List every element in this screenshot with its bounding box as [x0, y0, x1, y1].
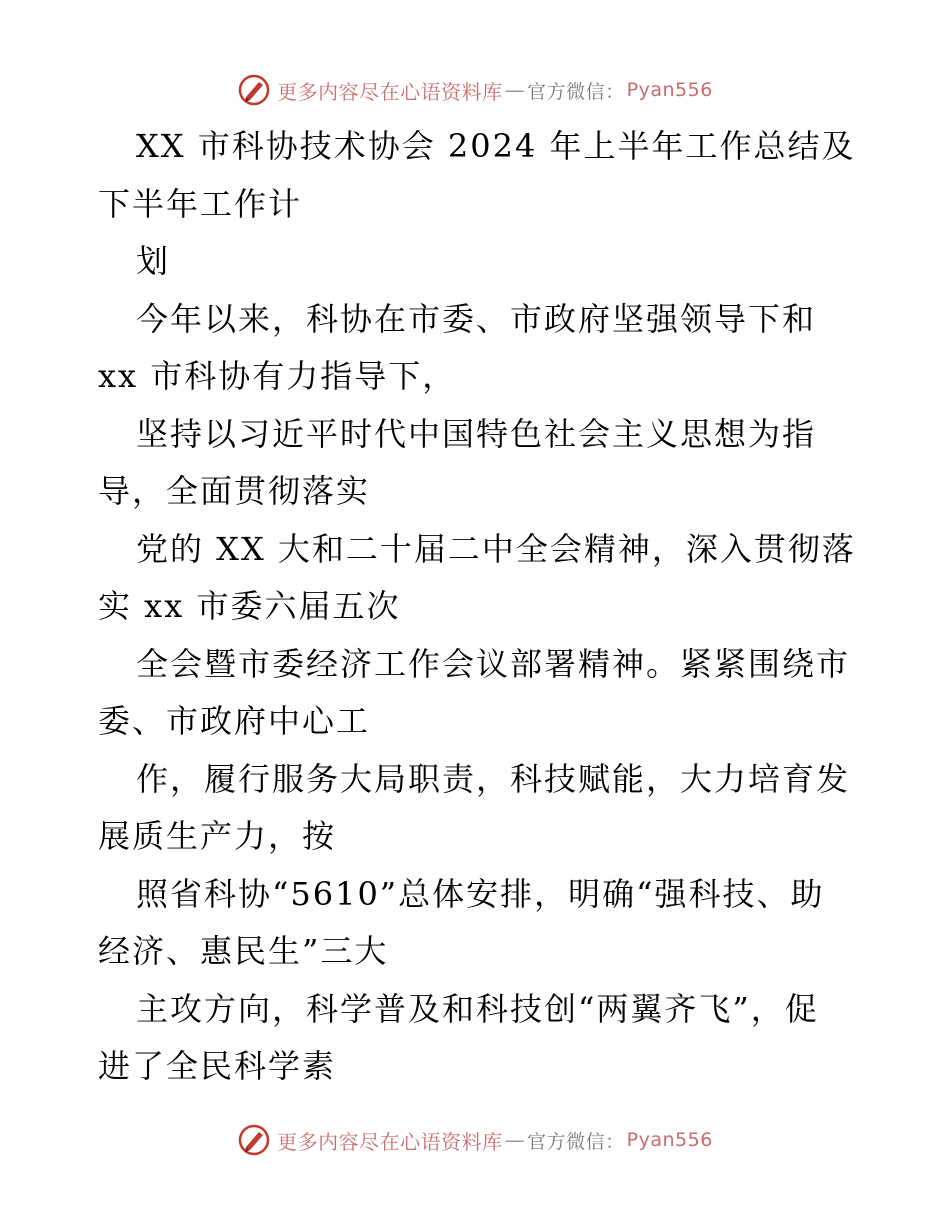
document-line: 今年以来，科协在市委、市政府坚强领导下和	[136, 299, 817, 338]
watermark-official-label: 官方微信：	[527, 1130, 625, 1153]
document-line: 展质生产力，按	[98, 817, 337, 855]
document-line: 进了全民科学素	[98, 1047, 337, 1085]
document-line: 坚持以习近平时代中国特色社会主义思想为指	[136, 414, 817, 453]
watermark-wechat-id: Pyan556	[626, 79, 713, 101]
document-line: 经济、惠民生”三大	[98, 932, 389, 970]
watermark-brand: 更多内容尽在心语资料库	[277, 79, 503, 104]
document-line: XX 市科协技术协会 2024 年上半年工作总结及	[136, 127, 856, 165]
pen-logo-icon	[237, 73, 271, 107]
watermark-brand: 更多内容尽在心语资料库	[277, 1129, 503, 1154]
document-body	[98, 118, 858, 1096]
watermark-wechat-id: Pyan556	[626, 1129, 713, 1151]
watermark-dash: —	[504, 1128, 526, 1152]
watermark-header	[0, 70, 950, 110]
document-line: xx 市科协有力指导下，	[98, 357, 457, 395]
document-line: 党的 XX 大和二十届二中全会精神，深入贯彻落	[136, 529, 856, 568]
document-line: 全会暨市委经济工作会议部署精神。紧紧围绕市	[136, 644, 851, 683]
document-line: 委、市政府中心工	[98, 702, 371, 740]
document-line: 下半年工作计	[98, 184, 303, 223]
document-line: 划	[136, 242, 171, 280]
document-line: 主攻方向，科学普及和科技创“两翼齐飞”，促	[136, 989, 819, 1028]
watermark-dash: —	[504, 78, 526, 102]
watermark-official-label: 官方微信：	[527, 80, 625, 103]
watermark-footer	[0, 1120, 950, 1160]
document-line: 导，全面贯彻落实	[98, 472, 371, 510]
document-line: 照省科协“5610”总体安排，明确“强科技、助	[136, 874, 825, 913]
pen-logo-icon	[237, 1123, 271, 1157]
document-line: 作，履行服务大局职责，科技赋能，大力培育发	[136, 759, 851, 798]
document-line: 实 xx 市委六届五次	[98, 587, 401, 625]
